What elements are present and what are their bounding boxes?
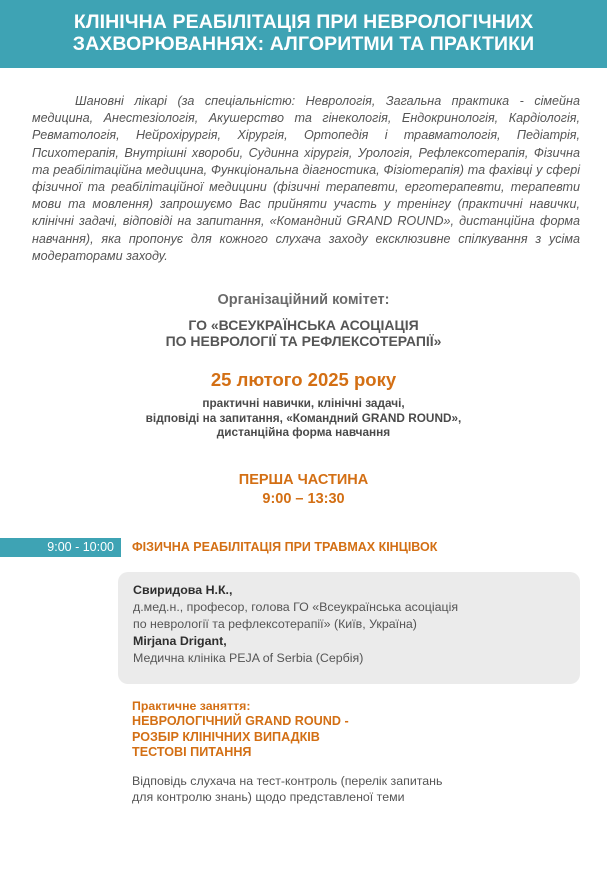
organizer-name-line1: ГО «ВСЕУКРАЇНСЬКА АСОЦІАЦІЯ	[188, 317, 419, 333]
header-banner	[0, 0, 607, 68]
practice-title-line3: ТЕСТОВІ ПИТАННЯ	[132, 745, 252, 759]
practice-label: Практичне заняття:	[132, 699, 251, 713]
part-heading	[0, 471, 607, 509]
page-title-line1: КЛІНІЧНА РЕАБІЛІТАЦІЯ ПРИ НЕВРОЛОГІЧНИХ	[73, 11, 534, 33]
practice-description	[132, 773, 572, 806]
page-title-line2: ЗАХВОРЮВАННЯХ: АЛГОРИТМИ ТА ПРАКТИКИ	[72, 33, 535, 55]
speakers-box	[118, 572, 580, 684]
session-title: ФІЗИЧНА РЕАБІЛІТАЦІЯ ПРИ ТРАВМАХ КІНЦІВОК	[132, 540, 438, 554]
practice-desc-line1: Відповідь слухача на тест-контроль (перелік запитань	[132, 773, 443, 788]
speaker-affiliation: Медична клініка PEJA of Serbia (Сербія)	[133, 651, 364, 665]
intro-paragraph: Шановні лікарі (за спеціальністю: Неврологія, Загальна практика - сімейна медицина, Анестезіологія, Акушерство та гінекологія, Ендокринологія, Кардіологія, Ревматологія, Нейрохірургія, Хірургія, Ортопедія і травматологія, Педіатрія, Психотерапія, Внутрішні хвороби, Судинна хірургія, Урологія, Рефлексотерапія, Фізична та реабілітаційна медицина, Функціональна діагностика, Фізіотерапія) та фахівці у сфері фізичної та реабілітаційної медицини (фізичні терапевти, ерготерапевти, терапевти мови та мовлення) запрошуємо Вас прийняти участь у тренінгу (практичні навички, клінічні задачі, відповіді на запитання, «Командний GRAND ROUND», дистанційна форма навчання), яка пропонує для кожного слухача заходу ексклюзивне спілкування з усіма модераторами заходу.	[32, 94, 580, 263]
event-format	[0, 396, 607, 440]
speaker-affiliation: д.мед.н., професор, голова ГО «Всеукраїнська асоціація	[133, 600, 459, 614]
part-time: 9:00 – 13:30	[262, 491, 345, 507]
organizer-name-line2: ПО НЕВРОЛОГІЇ ТА РЕФЛЕКСОТЕРАПІЇ»	[165, 333, 442, 349]
speaker-name: Mirjana Drigant,	[133, 634, 227, 648]
part-name: ПЕРША ЧАСТИНА	[238, 472, 369, 488]
practice-section	[132, 699, 572, 806]
organizer-label: Організаційний комітет:	[217, 292, 390, 308]
event-format-line3: дистанційна форма навчання	[216, 425, 391, 439]
speaker-name: Свиридова Н.К.,	[133, 583, 233, 597]
speaker-affiliation: по неврології та рефлексотерапії» (Київ, Україна)	[133, 617, 417, 631]
event-date: 25 лютого 2025 року	[210, 369, 397, 390]
practice-title-line2: РОЗБІР КЛІНІЧНИХ ВИПАДКІВ	[132, 729, 320, 744]
event-format-line2: відповіді на запитання, «Командний GRAND ROUND»,	[145, 410, 462, 425]
practice-title-line1: НЕВРОЛОГІЧНИЙ GRAND ROUND -	[132, 714, 349, 728]
session-time-badge: 9:00 - 10:00	[0, 538, 121, 557]
organizer-name	[0, 317, 607, 349]
event-format-line1: практичні навички, клінічні задачі,	[202, 396, 405, 410]
practice-desc-line2: для контролю знань) щодо представленої теми	[132, 790, 405, 804]
